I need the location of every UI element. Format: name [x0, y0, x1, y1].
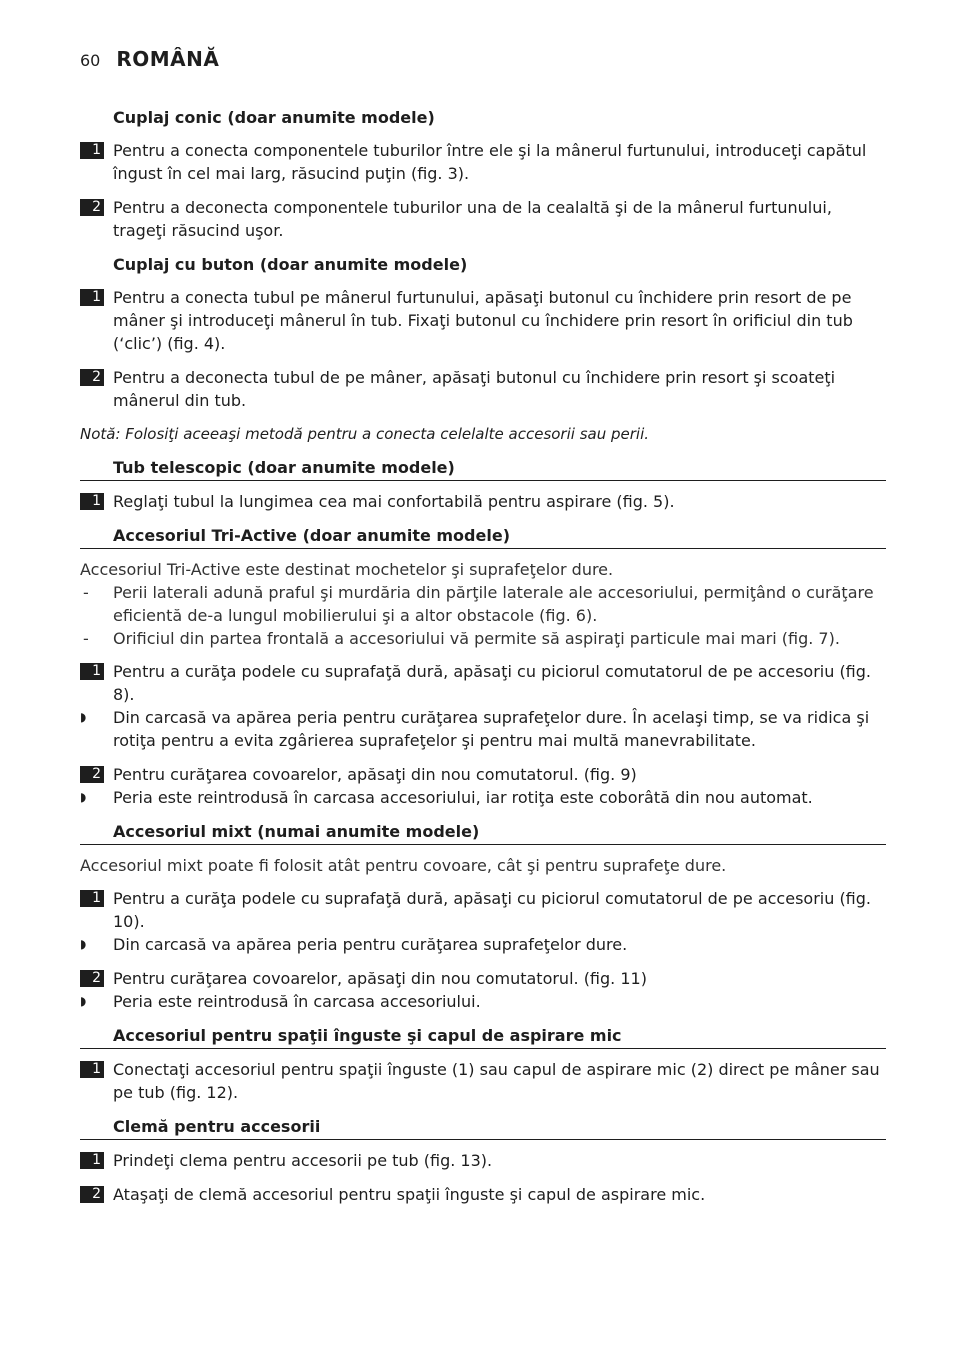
step-text: Pentru a conecta componentele tuburilor între ele şi la mânerul furtunului, introduceţi capătul îngust în cel mai larg, răsucind puţin (fig. 3).: [113, 141, 867, 183]
dash-marker: -: [83, 583, 89, 602]
dash-list-item: [80, 581, 886, 627]
step-text: Pentru a curăţa podele cu suprafaţă dură, apăsaţi cu piciorul comutatorul de pe accesoriu (fig. 10).: [113, 889, 871, 931]
step-number: 2: [80, 199, 104, 216]
step-text: Pentru a conecta tubul pe mânerul furtunului, apăsaţi butonul cu închidere prin resort de pe mâner şi introduceţi mânerul în tub. Fixaţi butonul cu închidere prin resort în orificiul din tub (‘clic’) (fig. 4).: [113, 288, 853, 353]
page-header: [80, 47, 219, 71]
step-item: [80, 763, 886, 786]
result-text: Din carcasă va apărea peria pentru curăţarea suprafeţelor dure.: [113, 935, 628, 954]
page-content: [80, 106, 886, 1217]
section-heading: Accesoriul pentru spaţii înguste şi capul de aspirare mic: [80, 1024, 886, 1049]
step-item: [80, 366, 886, 412]
step-number: 2: [80, 369, 104, 386]
step-number: 2: [80, 970, 104, 987]
step-text: Pentru a curăţa podele cu suprafaţă dură, apăsaţi cu piciorul comutatorul de pe accesoriu (fig. 8).: [113, 662, 871, 704]
language-title: ROMÂNĂ: [116, 47, 220, 71]
intro-block: [80, 558, 886, 650]
result-item: [80, 706, 886, 752]
dash-text: Orificiul din partea frontală a accesoriului vă permite să aspiraţi particule mai mari (fig. 7).: [113, 629, 840, 648]
step-item: [80, 286, 886, 355]
section-heading: Tub telescopic (doar anumite modele): [80, 456, 886, 481]
result-arrow-icon: ◗: [80, 790, 87, 804]
result-arrow-icon: ◗: [80, 937, 87, 951]
result-item: [80, 933, 886, 956]
step-number: 1: [80, 663, 104, 680]
dash-marker: -: [83, 629, 89, 648]
step-number: 1: [80, 493, 104, 510]
step-item: [80, 1149, 886, 1172]
result-text: Peria este reintrodusă în carcasa accesoriului, iar rotiţa este coborâtă din nou automat.: [113, 788, 813, 807]
step-item: [80, 490, 886, 513]
result-arrow-icon: ◗: [80, 994, 87, 1008]
step-number: 2: [80, 766, 104, 783]
dash-list-item: [80, 627, 886, 650]
step-text: Ataşaţi de clemă accesoriul pentru spaţii înguste şi capul de aspirare mic.: [113, 1185, 706, 1204]
intro-paragraph: Accesoriul Tri-Active este destinat mochetelor şi suprafeţelor dure.: [80, 560, 614, 579]
step-text: Pentru curăţarea covoarelor, apăsaţi din nou comutatorul. (fig. 9): [113, 765, 637, 784]
result-text: Din carcasă va apărea peria pentru curăţarea suprafeţelor dure. În acelaşi timp, se va ridica şi rotiţa pentru a evita zgârierea suprafeţelor şi pentru mai multă manevrabilitate.: [113, 708, 870, 750]
step-item: [80, 967, 886, 990]
result-item: [80, 990, 886, 1013]
step-text: Pentru curăţarea covoarelor, apăsaţi din nou comutatorul. (fig. 11): [113, 969, 647, 988]
intro-paragraph: Accesoriul mixt poate fi folosit atât pentru covoare, cât şi pentru suprafeţe dure.: [80, 856, 727, 875]
result-item: [80, 786, 886, 809]
page-number: 60: [80, 51, 101, 70]
step-item: [80, 196, 886, 242]
step-text: Reglaţi tubul la lungimea cea mai confortabilă pentru aspirare (fig. 5).: [113, 492, 675, 511]
step-text: Pentru a deconecta componentele tuburilor una de la cealaltă şi de la mânerul furtunului, trageţi răsucind uşor.: [113, 198, 832, 240]
step-text: Prindeţi clema pentru accesorii pe tub (fig. 13).: [113, 1151, 493, 1170]
step-number: 1: [80, 1061, 104, 1078]
result-arrow-icon: ◗: [80, 710, 87, 724]
step-text: Pentru a deconecta tubul de pe mâner, apăsaţi butonul cu închidere prin resort şi scoateţi mânerul din tub.: [113, 368, 836, 410]
step-item: [80, 887, 886, 933]
step-number: 1: [80, 142, 104, 159]
step-item: [80, 660, 886, 706]
step-text: Conectaţi accesoriul pentru spaţii înguste (1) sau capul de aspirare mic (2) direct pe mâner sau pe tub (fig. 12).: [113, 1060, 880, 1102]
result-text: Peria este reintrodusă în carcasa accesoriului.: [113, 992, 481, 1011]
step-number: 1: [80, 1152, 104, 1169]
section-heading: Clemă pentru accesorii: [80, 1115, 886, 1140]
dash-text: Perii laterali adună praful şi murdăria din părţile laterale ale accesoriului, permiţând o curăţare eficientă de-a lungul mobilierului şi a altor obstacole (fig. 6).: [113, 583, 874, 625]
section-heading: Cuplaj cu buton (doar anumite modele): [113, 255, 468, 274]
step-number: 1: [80, 289, 104, 306]
step-number: 2: [80, 1186, 104, 1203]
step-item: [80, 1058, 886, 1104]
step-item: [80, 1183, 886, 1206]
section-heading: Accesoriul mixt (numai anumite modele): [80, 820, 886, 845]
step-number: 1: [80, 890, 104, 907]
section-heading: Accesoriul Tri-Active (doar anumite modele): [80, 524, 886, 549]
step-item: [80, 139, 886, 185]
section-heading: Cuplaj conic (doar anumite modele): [113, 108, 435, 127]
note-text: Notă: Folosiţi aceeaşi metodă pentru a conecta celelalte accesorii sau perii.: [80, 425, 650, 443]
